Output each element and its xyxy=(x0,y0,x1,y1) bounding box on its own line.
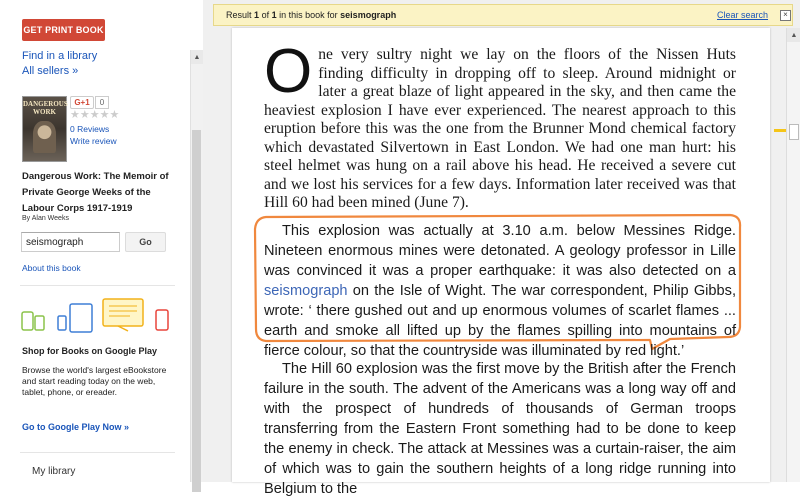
devices-illustration-icon xyxy=(20,296,175,336)
get-print-book-button[interactable]: GET PRINT BOOK xyxy=(22,19,105,41)
shop-description: Browse the world's largest eBookstore and start reading today on the web, tablet, phone, or ereader. xyxy=(22,365,167,397)
scrollbar-thumb[interactable] xyxy=(192,130,201,492)
about-this-book-link[interactable]: About this book xyxy=(22,263,81,273)
cover-title: DANGEROUS WORK xyxy=(23,100,68,116)
search-match: seismograph xyxy=(264,283,348,299)
sidebar-scrollbar[interactable] xyxy=(190,50,203,482)
book-viewer xyxy=(203,0,800,497)
reader-scrollbar[interactable] xyxy=(786,28,800,482)
scroll-up-arrow-icon[interactable]: ▲ xyxy=(191,50,203,64)
all-sellers-link[interactable]: All sellers » xyxy=(22,65,79,77)
result-text: Result 1 of 1 in this book for seismograph xyxy=(226,10,397,20)
left-sidebar xyxy=(0,0,190,482)
divider xyxy=(20,452,175,453)
drop-cap: O xyxy=(264,37,313,106)
paragraph-3: The Hill 60 explosion was the first move by the British after the French failure in the south. The advent of the Americans was a long way off and with the prospect of hundreds of thousands of German troops transferring from the Eastern Front something had to be done to keep the enemy in check. The attack at Messines was a curtain-raiser, the aim of which was to gain the southern heights of a long ridge running into Belgium to the xyxy=(264,361,736,497)
paragraph-1: One very sultry night we lay on the floors of the Nissen Huts finding difficulty in dropping off to sleep. Around midnight or later a great blaze of light appeared in the sky, and then came the heaviest explosion I have ever experienced. The nearest approach to this eruption before this was the one from the Brunner Mond chemical factory which devastated Silvertown in East London. We had one man hurt: his steel helmet was hung on a rail above his head. He received a severe cut and we lost his services for a few days. Information later received was that Hill 60 had been mined (June 7). xyxy=(264,37,736,211)
shop-heading: Shop for Books on Google Play xyxy=(22,346,158,356)
rating-stars-icon: ★★★★★ xyxy=(70,109,120,121)
plus-one-count: 0 xyxy=(95,96,109,109)
book-cover-image[interactable] xyxy=(22,96,67,162)
reviews-link[interactable]: 0 Reviews xyxy=(70,124,110,134)
clear-search-link[interactable]: Clear search xyxy=(717,10,769,20)
paragraph-2-highlighted: This explosion was actually at 3.10 a.m. below Messines Ridge. Nineteen enormous mines were detonated. A geology professor in Lille was convinced it was a proper earthquake: it was also detected on a seismograph on the Isle of Wight. The war correspondent, Philip Gibbs, wrote: ‘ there gushed out and up enormous volumes of scarlet flames ... earth and smoke all lifted up by the flames spilling into mountains of fierce colour, so that the countryside was illuminated by red light.’ xyxy=(264,223,737,359)
my-library-link[interactable]: My library xyxy=(32,466,76,477)
google-play-link[interactable]: Go to Google Play Now » xyxy=(22,422,130,432)
book-title: Dangerous Work: The Memoir of Private George Weeks of the Labour Corps 1917-1919 xyxy=(22,171,169,214)
scrollbar-thumb[interactable] xyxy=(789,124,799,140)
write-review-link[interactable]: Write review xyxy=(70,136,117,146)
book-author: By Alan Weeks xyxy=(22,215,69,222)
go-button[interactable]: Go xyxy=(125,232,166,252)
close-icon[interactable]: × xyxy=(780,10,791,21)
find-in-library-link[interactable]: Find in a library xyxy=(22,50,98,62)
divider xyxy=(20,285,175,286)
cover-portrait xyxy=(33,121,56,153)
search-result-marker[interactable] xyxy=(774,129,786,132)
scroll-up-arrow-icon[interactable]: ▲ xyxy=(787,28,800,42)
google-plus-one-button[interactable]: G+1 xyxy=(70,96,94,109)
search-in-book-input[interactable] xyxy=(21,232,120,252)
book-page xyxy=(232,28,770,497)
search-result-bar xyxy=(213,4,793,26)
